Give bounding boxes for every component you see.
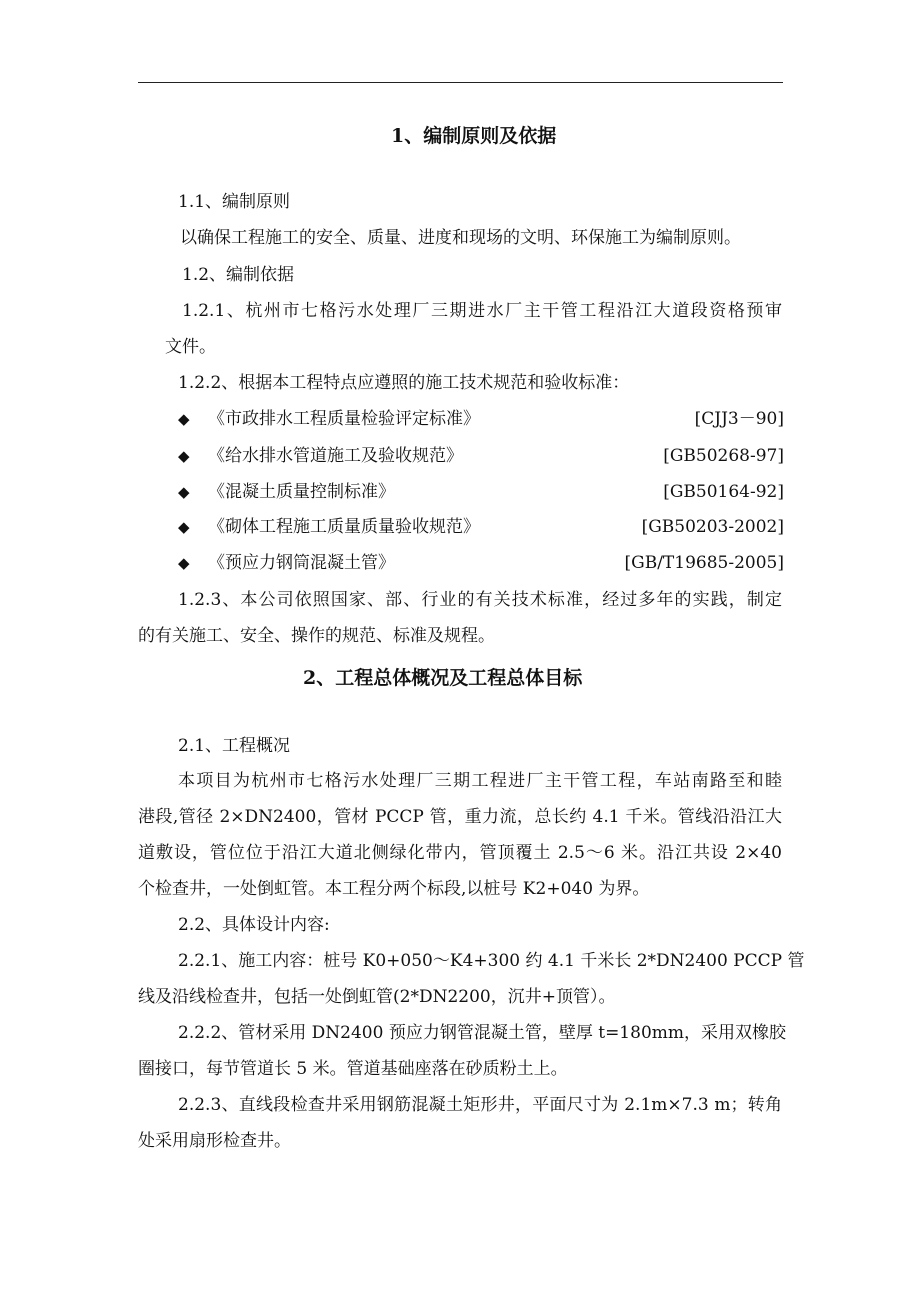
black-diamond-icon: ◆ xyxy=(178,410,190,428)
paragraph-2-2-2-line-1: 2.2.2、管材采用 DN2400 预应力钢管混凝土管，壁厚 t=180mm，采用双橡胶 xyxy=(178,1023,786,1043)
paragraph-1-2-2: 1.2.2、根据本工程特点应遵照的施工技术规范和验收标准： xyxy=(178,373,630,393)
standard-title: 《给水排水管道施工及验收规范》 xyxy=(208,446,463,466)
section-1-heading: 1、编制原则及依据 xyxy=(391,125,557,147)
standard-item xyxy=(178,552,784,574)
paragraph-2-1-line-2: 港段,管径 2×DN2400，管材 PCCP 管，重力流，总长约 4.1 千米。管线沿沿江大 xyxy=(138,807,782,827)
standard-title: 《预应力钢筒混凝土管》 xyxy=(208,553,395,573)
standard-code: [GB/T19685-2005] xyxy=(624,553,784,573)
standard-item xyxy=(178,516,784,538)
paragraph-2-2-3-line-1: 2.2.3、直线段检查井采用钢筋混凝土矩形井，平面尺寸为 2.1m×7.3 m；转角 xyxy=(178,1095,782,1115)
subsection-1-2-title: 1.2、编制依据 xyxy=(182,265,295,285)
standard-item xyxy=(178,445,784,467)
subsection-2-2-title: 2.2、具体设计内容: xyxy=(178,915,330,935)
paragraph-1-2-1-line-1: 1.2.1、杭州市七格污水处理厂三期进水厂主干管工程沿江大道段资格预审 xyxy=(182,301,782,321)
paragraph-2-1-line-1: 本项目为杭州市七格污水处理厂三期工程进厂主干管工程，车站南路至和睦 xyxy=(178,771,782,791)
subsection-2-1-title: 2.1、工程概况 xyxy=(178,736,291,756)
paragraph-1-2-3-line-1: 1.2.3、本公司依照国家、部、行业的有关技术标准，经过多年的实践，制定 xyxy=(178,590,782,610)
standard-code: [GB50164-92] xyxy=(663,482,784,502)
standard-title: 《市政排水工程质量检验评定标准》 xyxy=(208,409,480,429)
black-diamond-icon: ◆ xyxy=(178,518,190,536)
standard-title: 《砌体工程施工质量质量验收规范》 xyxy=(208,517,480,537)
standard-title: 《混凝土质量控制标准》 xyxy=(208,482,395,502)
section-2-heading: 2、工程总体概况及工程总体目标 xyxy=(303,667,583,689)
black-diamond-icon: ◆ xyxy=(178,554,190,572)
subsection-1-1-title: 1.1、编制原则 xyxy=(178,192,291,212)
standard-code: [GB50268-97] xyxy=(663,446,784,466)
paragraph-2-1-line-4: 个检查井，一处倒虹管。本工程分两个标段,以桩号 K2+040 为界。 xyxy=(138,879,650,899)
paragraph-2-2-2-line-2: 圈接口，每节管道长 5 米。管道基础座落在砂质粉土上。 xyxy=(138,1059,568,1079)
paragraph-1-2-1-line-2: 文件。 xyxy=(165,337,216,357)
paragraph-2-2-1-line-2: 线及沿线检查井，包括一处倒虹管(2*DN2200，沉井+顶管）。 xyxy=(138,987,616,1007)
paragraph-2-1-line-3: 道敷设，管位位于沿江大道北侧绿化带内，管顶覆土 2.5～6 米。沿江共设 2×40 xyxy=(138,843,782,863)
standard-code: [GB50203-2002] xyxy=(641,517,784,537)
header-rule xyxy=(138,82,783,83)
paragraph-1-2-3-line-2: 的有关施工、安全、操作的规范、标准及规程。 xyxy=(138,626,495,646)
subsection-1-1-body: 以确保工程施工的安全、质量、进度和现场的文明、环保施工为编制原则。 xyxy=(180,228,741,248)
paragraph-2-2-1-line-1: 2.2.1、施工内容：桩号 K0+050～K4+300 约 4.1 千米长 2*DN2400 PCCP 管 xyxy=(178,951,805,971)
standard-item xyxy=(178,481,784,503)
black-diamond-icon: ◆ xyxy=(178,447,190,465)
standard-item xyxy=(178,408,784,430)
standard-code: [CJJ3－90] xyxy=(694,409,784,429)
paragraph-2-2-3-line-2: 处采用扇形检查井。 xyxy=(138,1131,291,1151)
black-diamond-icon: ◆ xyxy=(178,483,190,501)
